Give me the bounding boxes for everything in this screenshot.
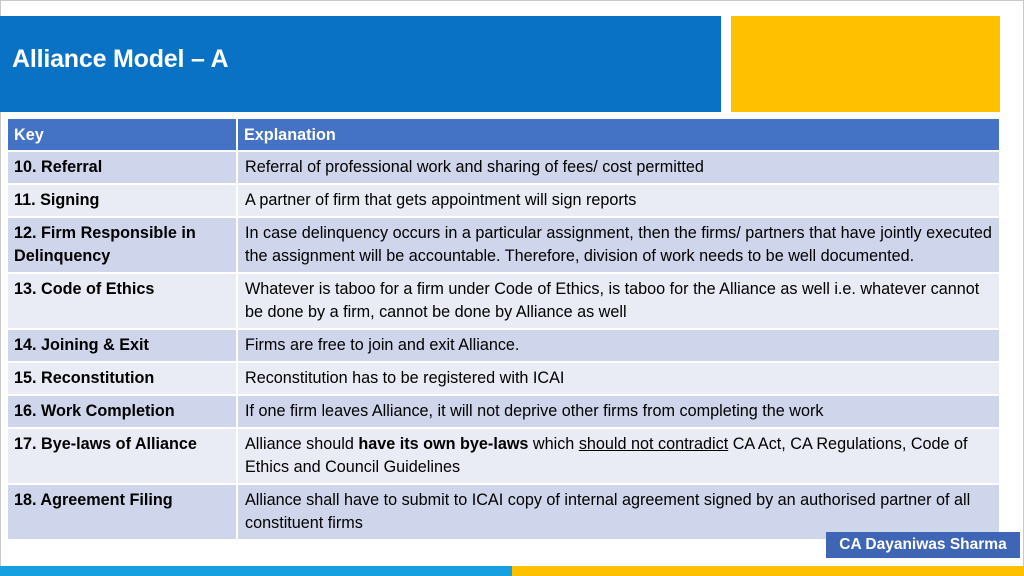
alliance-model-table bbox=[6, 117, 1001, 541]
table-row bbox=[7, 184, 1000, 217]
row-explanation: Whatever is taboo for a firm under Code of Ethics, is taboo for the Alliance as well i.e. whatever cannot be done by a firm, cannot be done by Alliance as well bbox=[237, 273, 1000, 329]
row-key: 16. Work Completion bbox=[7, 395, 237, 428]
row-key: 14. Joining & Exit bbox=[7, 329, 237, 362]
row-explanation: A partner of firm that gets appointment will sign reports bbox=[237, 184, 1000, 217]
row-explanation bbox=[237, 428, 1000, 484]
row-explanation: Referral of professional work and sharing of fees/ cost permitted bbox=[237, 151, 1000, 184]
row-key: 11. Signing bbox=[7, 184, 237, 217]
table-row bbox=[7, 273, 1000, 329]
table-row bbox=[7, 329, 1000, 362]
bottom-stripe-yellow bbox=[512, 566, 1024, 576]
header-explanation: Explanation bbox=[237, 118, 1000, 151]
row-explanation: If one firm leaves Alliance, it will not deprive other firms from completing the work bbox=[237, 395, 1000, 428]
table-row bbox=[7, 362, 1000, 395]
bottom-stripe-blue bbox=[0, 566, 512, 576]
table-row bbox=[7, 395, 1000, 428]
explanation-text: which bbox=[528, 435, 579, 453]
row-key: 13. Code of Ethics bbox=[7, 273, 237, 329]
slide-title: Alliance Model – A bbox=[12, 45, 229, 73]
explanation-bold-text: have its own bye-laws bbox=[358, 435, 529, 453]
table-row bbox=[7, 217, 1000, 273]
row-key: 17. Bye-laws of Alliance bbox=[7, 428, 237, 484]
explanation-underlined-text: should not contradict bbox=[578, 435, 729, 453]
row-key: 12. Firm Responsible in Delinquency bbox=[7, 217, 237, 273]
explanation-text: CA Act, CA Regulations, Code of Ethics and Council Guidelines bbox=[245, 435, 968, 476]
accent-block bbox=[731, 16, 1000, 112]
table-row bbox=[7, 428, 1000, 484]
explanation-text: Alliance should bbox=[245, 435, 359, 453]
table-row bbox=[7, 151, 1000, 184]
row-key: 15. Reconstitution bbox=[7, 362, 237, 395]
row-key: 10. Referral bbox=[7, 151, 237, 184]
table-header-row bbox=[7, 118, 1000, 151]
header-key: Key bbox=[7, 118, 237, 151]
row-explanation: Reconstitution has to be registered with ICAI bbox=[237, 362, 1000, 395]
row-explanation: Firms are free to join and exit Alliance. bbox=[237, 329, 1000, 362]
row-explanation: In case delinquency occurs in a particular assignment, then the firms/ partners that have jointly executed the assignment will be accountable. Therefore, division of work needs to be well documented. bbox=[237, 217, 1000, 273]
row-explanation: Alliance shall have to submit to ICAI copy of internal agreement signed by an authorised partner of all constituent firms bbox=[237, 484, 1000, 540]
row-key: 18. Agreement Filing bbox=[7, 484, 237, 540]
footer-author-badge: CA Dayaniwas Sharma bbox=[826, 532, 1020, 558]
